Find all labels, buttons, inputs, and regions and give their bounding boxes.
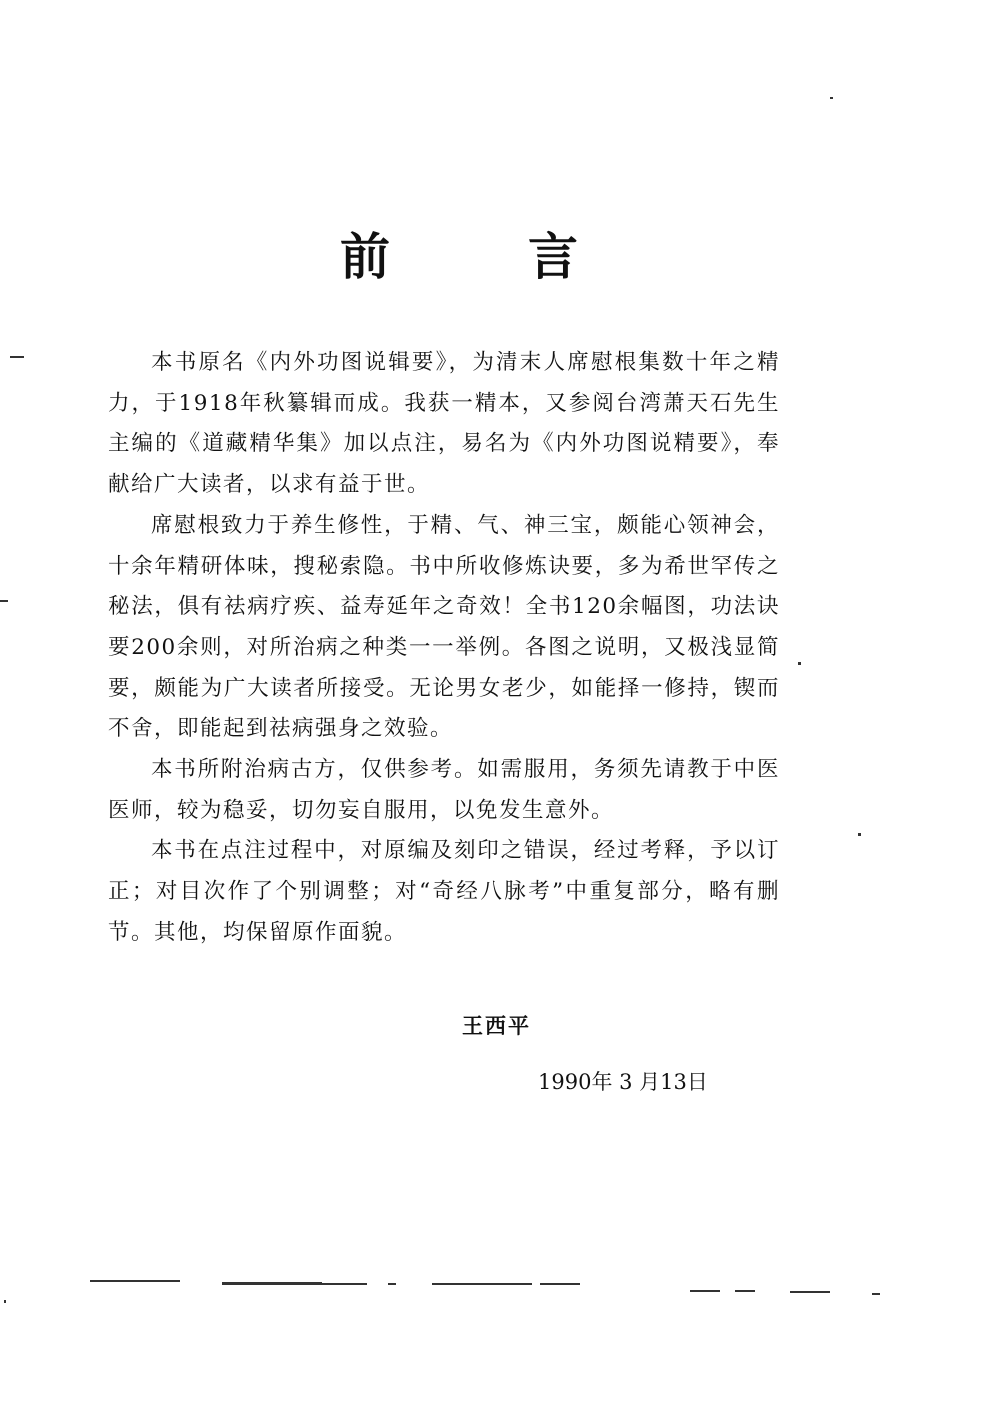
scan-mark	[872, 1293, 880, 1295]
scan-mark	[10, 356, 24, 358]
scan-mark	[735, 1290, 755, 1292]
scan-mark	[90, 1280, 180, 1282]
preface-body	[108, 343, 780, 954]
scan-mark	[798, 662, 801, 665]
page-title: 前 言	[340, 228, 622, 286]
scan-mark	[388, 1283, 396, 1285]
scan-mark	[0, 600, 8, 602]
preface-paragraph-1: 本书原名《内外功图说辑要》，为清末人席慰根集数十年之精力，于1918年秋纂辑而成。我获一精本，又参阅台湾萧天石先生主编的《道藏精华集》加以点注，易名为《内外功图说精要》，奉献给广大读者，以求有益于世。	[108, 350, 780, 498]
scan-mark	[858, 833, 861, 836]
preface-paragraph-4: 本书在点注过程中，对原编及刻印之错误，经过考释，予以订正；对目次作了个别调整；对“奇经八脉考”中重复部分，略有删节。其他，均保留原作面貌。	[108, 838, 780, 945]
preface-paragraph-2: 席慰根致力于养生修性，于精、气、神三宝，颇能心领神会，十余年精研体味，搜秘索隐。书中所收修炼诀要，多为希世罕传之秘法，俱有祛病疗疾、益寿延年之奇效！全书120余幅图，功法诀要200余则，对所治病之种类一一举例。各图之说明，又极浅显简要，颇能为广大读者所接受。无论男女老少，如能择一修持，锲而不舍，即能起到祛病强身之效验。	[108, 512, 780, 742]
scan-mark	[690, 1290, 720, 1292]
scan-mark	[540, 1283, 580, 1285]
preface-paragraph-3: 本书所附治病古方，仅供参考。如需服用，务须先请教于中医医师，较为稳妥，切勿妄自服用，以免发生意外。	[108, 757, 780, 823]
preface-date: 1990年 3 月13日	[538, 1070, 708, 1094]
scan-mark	[830, 97, 833, 99]
scan-mark	[790, 1291, 830, 1293]
scan-mark	[322, 1283, 367, 1285]
author-signature: 王西平	[462, 1014, 531, 1038]
scan-mark	[222, 1282, 322, 1285]
scan-mark	[4, 1300, 6, 1303]
scan-mark	[432, 1283, 532, 1285]
